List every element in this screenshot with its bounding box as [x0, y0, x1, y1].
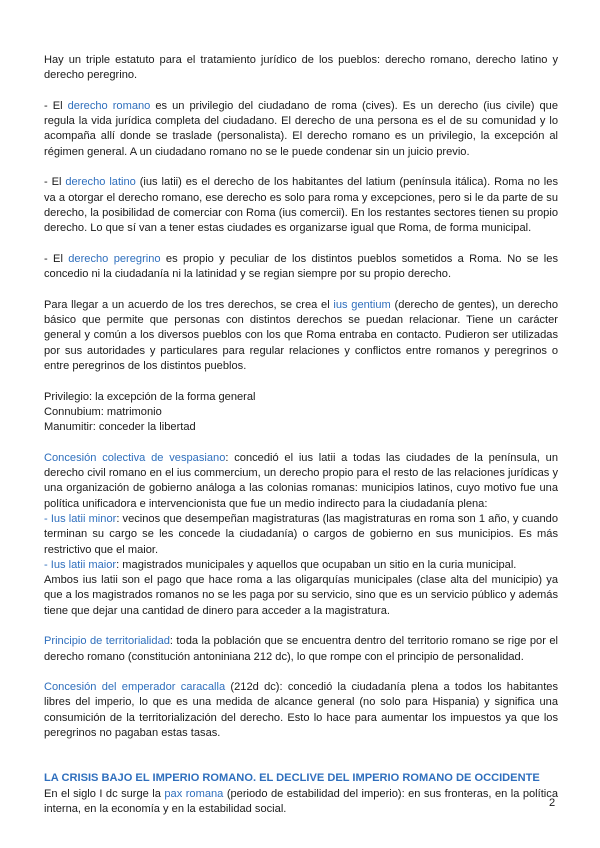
paragraph-text: (derecho de gentes), un derecho básico que permite que personas con distintos derechos se puedan relacionar. Tiene un carácter general y común a los diversos pueblos con los que Roma entraba en contacto. Pudieron ser utilizadas por sus autoridades y particulares para regular relaciones y conflictos entre romanos y peregrinos o entre peregrinos de los distintos pueblos.: [44, 298, 558, 372]
paragraph-text: : vecinos que desempeñan magistraturas (las magistraturas en roma son 1 año, y cuando terminan su cargo se les concede la ciudadanía) o cargos de gobierno en sus municipios. Es más restrictivo que el maior.: [44, 512, 558, 556]
term-derecho-peregrino: derecho peregrino: [68, 252, 161, 265]
paragraph-text: es propio y peculiar de los distintos pueblos sometidos a Roma. No se les concedio ni la ciudadanía ni la latinidad y se regian siempre por su propio derecho.: [44, 252, 558, 281]
paragraph-text: : magistrados municipales y aquellos que ocupaban un sitio en la curia municipal.: [116, 558, 517, 571]
intro-paragraph: Hay un triple estatuto para el tratamiento jurídico de los pueblos: derecho romano, derecho latino y derecho peregrino.: [44, 54, 558, 82]
paragraph-text: (periodo de estabilidad del imperio): en sus fronteras, en la política interna, en la economía y en la estabilidad social.: [44, 787, 558, 815]
definitions-list: [44, 390, 558, 436]
definition-item: Privilegio: la excepción de la forma general: [44, 390, 256, 403]
ius-latii-maior-paragraph: [44, 558, 558, 573]
term-ius-latii-minor: - Ius latii minor: [44, 512, 117, 525]
page-content: [44, 53, 558, 817]
bullet-prefix: - El: [44, 252, 69, 265]
term-concesion-caracalla: Concesión del emperador caracalla: [44, 681, 226, 694]
paragraph-prefix: Para llegar a un acuerdo de los tres derechos, se crea el: [44, 298, 334, 311]
term-principio-territorialidad: Principio de territorialidad: [44, 635, 170, 648]
ius-latii-minor-paragraph: [44, 512, 558, 558]
derecho-peregrino-paragraph: [44, 252, 558, 283]
section-heading: LA CRISIS BAJO EL IMPERIO ROMANO. EL DECLIVE DEL IMPERIO ROMANO DE OCCIDENTE: [44, 772, 540, 785]
definition-item: Connubium: matrimonio: [44, 405, 162, 418]
paragraph-text: : concedió el ius latii a todas las ciudades de la península, un derecho civil romano en el ius commercium, un derecho propio para el resto de las relaciones jurídicas y una organización de gobierno análoga a las colonias romanas: municipios latinos, cuyo motivo fue una política unificadora e intervencionista que fue un medio indirecto para la ciudadanía plena:: [44, 451, 558, 510]
term-pax-romana: pax romana: [164, 787, 224, 800]
derecho-romano-paragraph: [44, 99, 558, 160]
term-concesion-vespasiano: Concesión colectiva de vespasiano: [44, 451, 226, 464]
caracalla-paragraph: [44, 680, 558, 741]
page-number: 2: [549, 797, 556, 809]
definition-item: Manumitir: conceder la libertad: [44, 421, 196, 434]
paragraph-text: : toda la población que se encuentra dentro del territorio romano se rige por el derecho romano (constitución antoniniana 212 dc), lo que rompe con el principio de personalidad.: [44, 635, 558, 663]
paragraph-text: es un privilegio del ciudadano de roma (cives). Es un derecho (ius civile) que regula la vida jurídica completa del ciudadano. El derecho de una persona es el de su comunidad y lo acompaña allí donde se traslade (personalista). El derecho romano es un privilegio, la excepción al régimen general. A un ciudadano romano no se le puede condenar sin un juicio previo.: [44, 99, 558, 158]
term-derecho-latino: derecho latino: [65, 176, 136, 189]
term-derecho-romano: derecho romano: [67, 99, 151, 112]
term-ius-latii-maior: - Ius latii maior: [44, 558, 117, 571]
bullet-prefix: - El: [44, 176, 66, 189]
territorialidad-paragraph: [44, 634, 558, 665]
paragraph-text: (ius latii) es el derecho de los habitantes del latium (península itálica). Roma no les va a otorgar el derecho romano, ese derecho es solo para roma y excepciones, pero si le da parte de su derecho, la posibilidad de comerciar con Roma (ius comercii). En los restantes sectores tienen su propio derecho. Lo que sí van a tener estas ciudades es organizarse igual que Roma, de forma municipal.: [44, 176, 558, 235]
pax-romana-paragraph: [44, 787, 558, 818]
derecho-latino-paragraph: [44, 175, 558, 236]
ius-gentium-paragraph: [44, 298, 558, 374]
paragraph-prefix: En el siglo I dc surge la: [44, 787, 165, 800]
bullet-prefix: - El: [44, 99, 68, 112]
vespasiano-paragraph: [44, 451, 558, 512]
paragraph-text: (212d dc): concedió la ciudadanía plena a todos los habitantes libres del imperio, lo que es una medida de alcance general (no solo para Hispania) y significa una consumición de la territorialización del derecho. Esto lo hace para aumentar los impuestos ya que los peregrinos no pagaban estas tasas.: [44, 681, 558, 740]
term-ius-gentium: ius gentium: [333, 298, 391, 311]
ambos-ius-latii-paragraph: Ambos ius latii son el pago que hace roma a las oligarquías municipales (clase alta del municipio) ya que a los magistrados romanos no se les paga por su servicio, sino que es un servicio público y además tiene que dejar una cantidad de dinero para acceder a la magistratura.: [44, 574, 558, 617]
